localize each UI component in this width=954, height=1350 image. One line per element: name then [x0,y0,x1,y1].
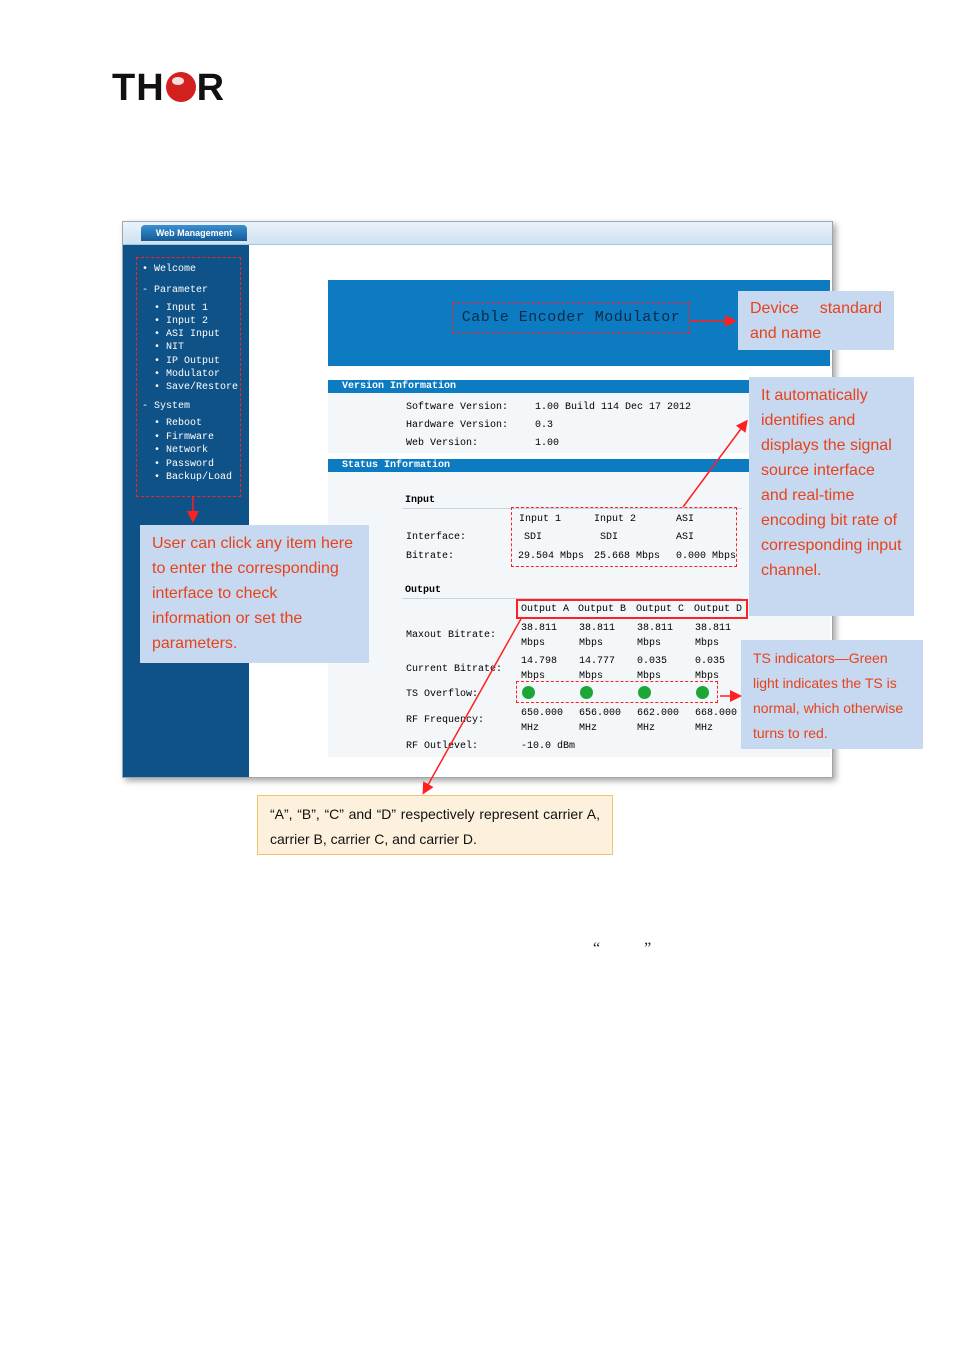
maxout-label: Maxout Bitrate: [406,630,497,641]
maxout-c: 38.811 [637,623,674,634]
menu-item-firmware[interactable]: • Firmware [154,432,215,443]
current-unit-d: Mbps [695,671,720,682]
menu-item-modulator[interactable]: • Modulator [154,369,221,380]
freq-unit-d: MHz [695,723,714,734]
maxout-unit-b: Mbps [579,638,604,649]
web-version-label: Web Version: [406,438,479,449]
input-header-asi: ASI [676,514,695,525]
input-header-2: Input 2 [594,514,637,525]
input-header-1: Input 1 [519,514,562,525]
status-section-title: Status Information [328,459,830,472]
logo-text-left: TH [112,66,165,109]
freq-label: RF Frequency: [406,715,485,726]
interface-label: Interface: [406,532,467,543]
freq-d: 668.000 [695,708,738,719]
web-management-tab[interactable]: Web Management [141,225,247,241]
web-version-value: 1.00 [535,438,560,449]
logo-text-right: R [196,66,226,109]
maxout-unit-c: Mbps [637,638,662,649]
hardware-version-label: Hardware Version: [406,420,509,431]
maxout-unit-a: Mbps [521,638,546,649]
freq-unit-a: MHz [521,723,540,734]
menu-item-password[interactable]: • Password [154,459,215,470]
current-c: 0.035 [637,656,668,667]
overflow-label: TS Overflow: [406,689,479,700]
freq-c: 662.000 [637,708,680,719]
hardware-version-value: 0.3 [535,420,554,431]
output-header-b: Output B [578,604,627,615]
output-header-c: Output C [636,604,685,615]
menu-item-reboot[interactable]: • Reboot [154,418,203,429]
version-section-title: Version Information [328,380,830,393]
menu-item-welcome[interactable]: • Welcome [142,264,197,275]
input-title: Input [405,495,436,506]
output-header-a: Output A [521,604,570,615]
menu-item-network[interactable]: • Network [154,445,209,456]
current-unit-a: Mbps [521,671,546,682]
output-header-d: Output D [694,604,743,615]
current-label: Current Bitrate: [406,664,503,675]
maxout-b: 38.811 [579,623,616,634]
outlevel-label: RF Outlevel: [406,741,479,752]
current-unit-b: Mbps [579,671,604,682]
freq-unit-c: MHz [637,723,656,734]
callout-carrier: “A”, “B”, “C” and “D” respectively represent carrier A, carrier B, carrier C, and carrier D. [257,795,613,855]
menu-item-asi-input[interactable]: • ASI Input [154,329,221,340]
bitrate-label: Bitrate: [406,551,455,562]
callout-menu: User can click any item here to enter the corresponding interface to check information or set the parameters. [140,525,369,663]
menu-item-input-2[interactable]: • Input 2 [154,316,209,327]
outlevel-value: -10.0 dBm [521,741,576,752]
menu-item-ip-output[interactable]: • IP Output [154,356,221,367]
freq-unit-b: MHz [579,723,598,734]
current-unit-c: Mbps [637,671,662,682]
maxout-d: 38.811 [695,623,732,634]
interface-asi: ASI [676,532,695,543]
software-version-value: 1.00 Build 114 Dec 17 2012 [535,402,692,413]
output-title: Output [405,585,442,596]
interface-1: SDI [524,532,543,543]
device-name: Cable Encoder Modulator [452,302,690,334]
bitrate-asi: 0.000 Mbps [676,551,737,562]
maxout-a: 38.811 [521,623,558,634]
menu-item-save-restore[interactable]: • Save/Restore [154,382,239,393]
interface-2: SDI [600,532,619,543]
menu-item-nit[interactable]: • NIT [154,342,185,353]
callout-device: Device standard and name [738,291,894,350]
menu-group-parameter[interactable]: - Parameter [142,285,209,296]
menu-group-system[interactable]: - System [142,401,191,412]
bitrate-2: 25.668 Mbps [594,551,661,562]
menu-item-backup-load[interactable]: • Backup/Load [154,472,233,483]
current-b: 14.777 [579,656,616,667]
current-a: 14.798 [521,656,558,667]
callout-ts: TS indicators—Green light indicates the TS is normal, which otherwise turns to red. [741,640,923,749]
software-version-label: Software Version: [406,402,509,413]
bitrate-1: 29.504 Mbps [518,551,585,562]
freq-b: 656.000 [579,708,622,719]
freq-a: 650.000 [521,708,564,719]
quote-marks: “ ” [593,940,652,957]
current-d: 0.035 [695,656,726,667]
menu-item-input-1[interactable]: • Input 1 [154,303,209,314]
maxout-unit-d: Mbps [695,638,720,649]
callout-input: It automatically identifies and displays the signal source interface and real-time encoding bit rate of corresponding input channel. [749,377,914,616]
